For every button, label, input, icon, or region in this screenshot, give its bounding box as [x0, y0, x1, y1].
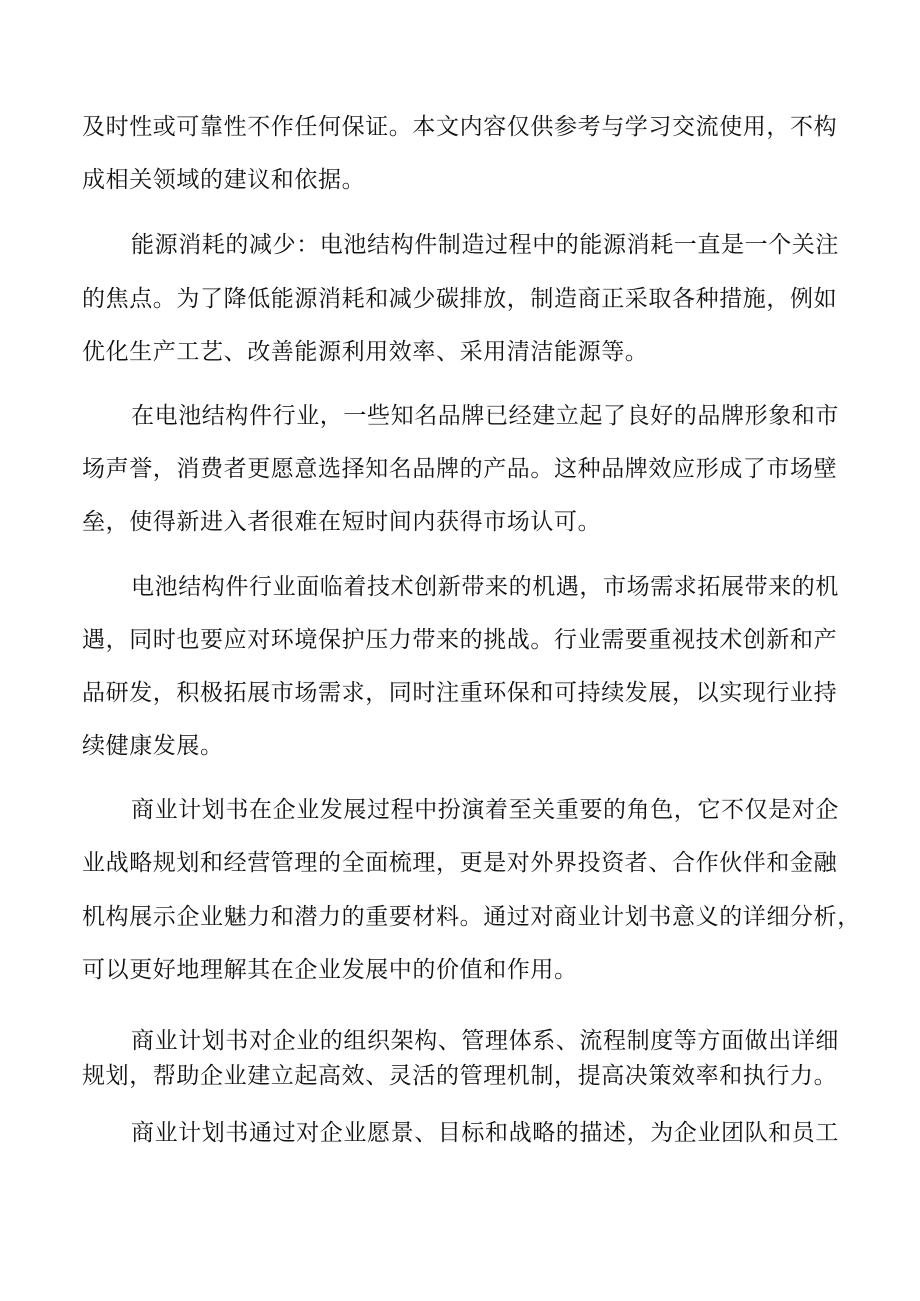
paragraph-line: 垒，使得新进入者很难在短时间内获得市场认可。 — [82, 509, 602, 535]
paragraph-line: 成相关领域的建议和依据。 — [82, 167, 366, 193]
paragraph-line: 商业计划书通过对企业愿景、目标和战略的描述，为企业团队和员工 — [131, 1120, 839, 1146]
paragraph-line: 品研发，积极拓展市场需求，同时注重环保和可持续发展，以实现行业持 — [82, 680, 838, 706]
paragraph-line: 商业计划书对企业的组织架构、管理体系、流程制度等方面做出详细 — [131, 1028, 839, 1054]
paragraph-line: 优化生产工艺、改善能源利用效率、采用清洁能源等。 — [82, 339, 649, 365]
paragraph-line: 可以更好地理解其在企业发展中的价值和作用。 — [82, 957, 578, 983]
paragraph-line: 电池结构件行业面临着技术创新带来的机遇，市场需求拓展带来的机 — [131, 574, 839, 600]
paragraph-line: 续健康发展。 — [82, 733, 224, 759]
paragraph-line: 场声誉，消费者更愿意选择知名品牌的产品。这种品牌效应形成了市场壁 — [82, 456, 838, 482]
paragraph-line: 规划，帮助企业建立起高效、灵活的管理机制，提高决策效率和执行力。 — [82, 1063, 838, 1089]
paragraph-line: 能源消耗的减少：电池结构件制造过程中的能源消耗一直是一个关注 — [131, 232, 839, 258]
paragraph-line: 业战略规划和经营管理的全面梳理，更是对外界投资者、合作伙伴和金融 — [82, 850, 838, 876]
paragraph-line: 的焦点。为了降低能源消耗和减少碳排放，制造商正采取各种措施，例如 — [82, 286, 838, 312]
paragraph-line: 遇，同时也要应对环境保护压力带来的挑战。行业需要重视技术创新和产 — [82, 627, 838, 653]
paragraph-line: 机构展示企业魅力和潜力的重要材料。通过对商业计划书意义的详细分析， — [82, 904, 861, 930]
paragraph-line: 在电池结构件行业，一些知名品牌已经建立起了良好的品牌形象和市 — [131, 403, 839, 429]
paragraph-line: 商业计划书在企业发展过程中扮演着至关重要的角色，它不仅是对企 — [131, 797, 839, 823]
paragraph-line: 及时性或可靠性不作任何保证。本文内容仅供参考与学习交流使用，不构 — [82, 114, 838, 140]
